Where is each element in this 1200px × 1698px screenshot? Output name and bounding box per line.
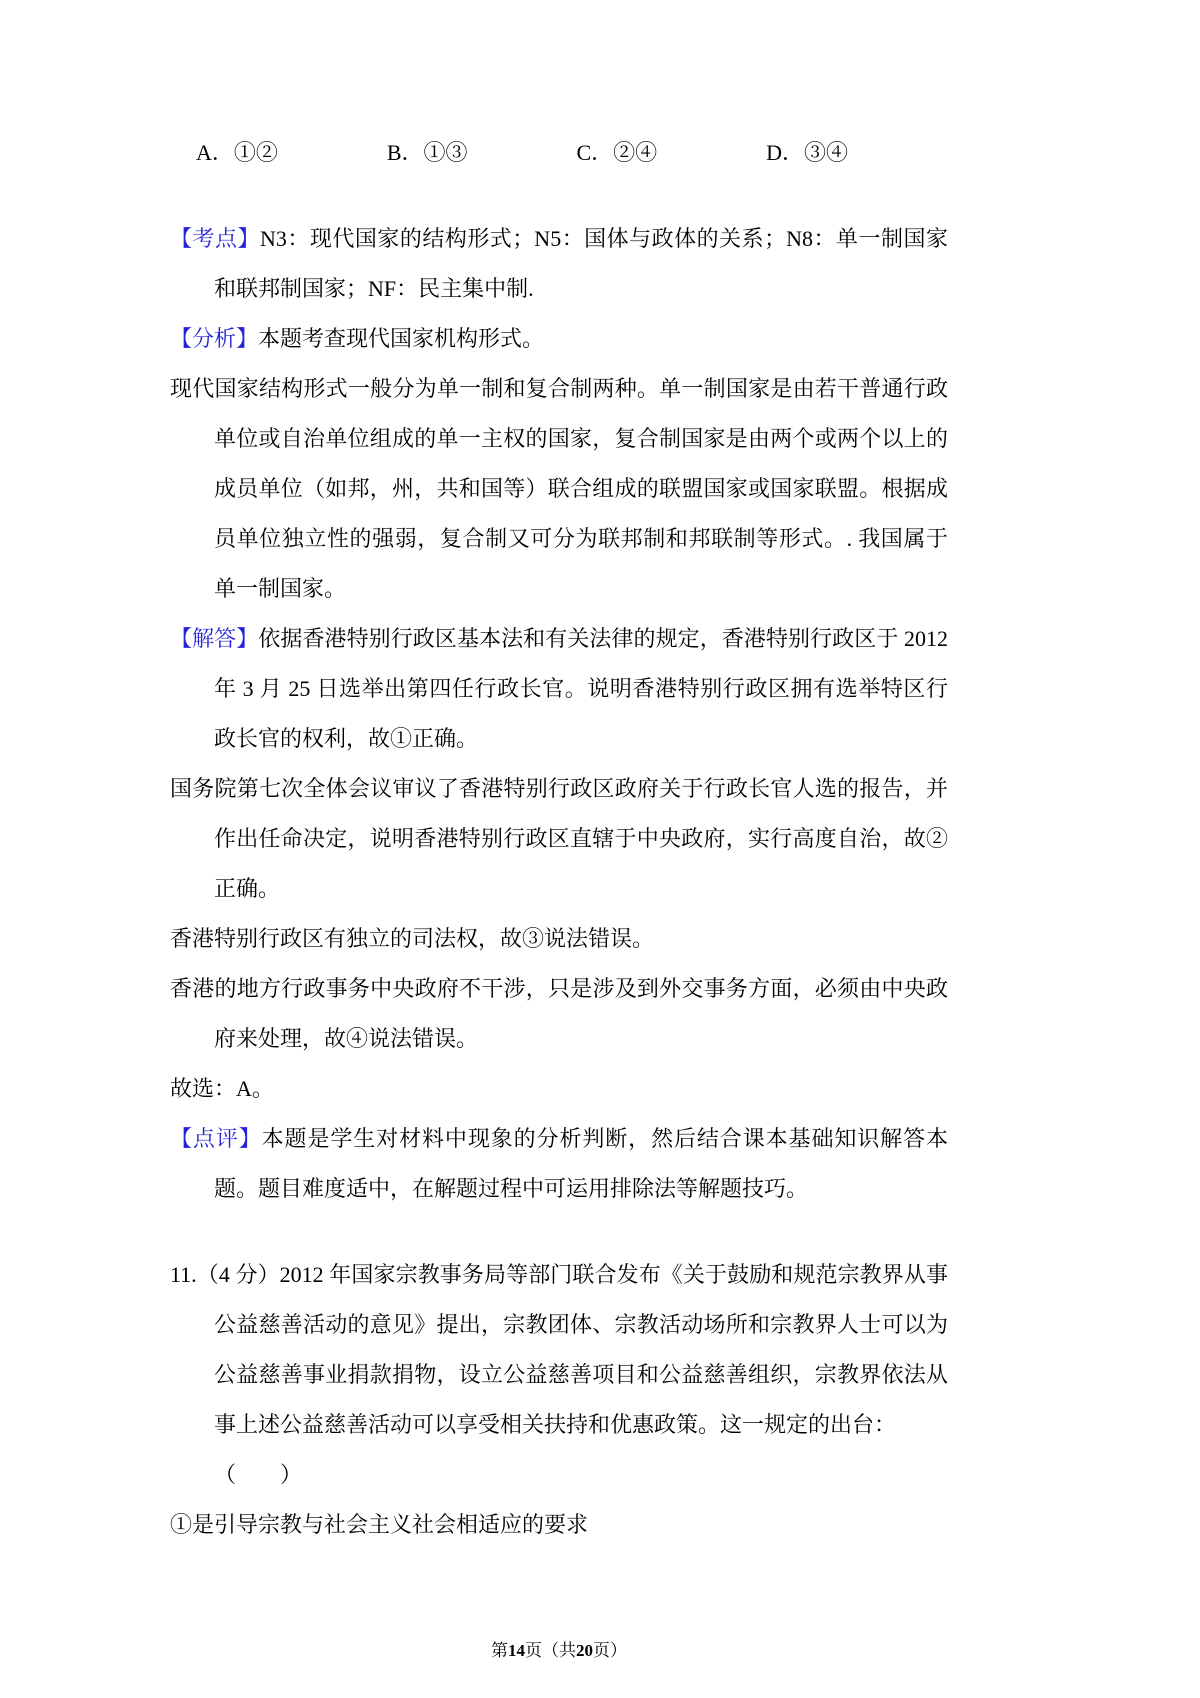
analysis-tag: 【分析】 [170, 326, 259, 351]
comment-text: 本题是学生对材料中现象的分析判断，然后结合课本基础知识解答本题。题目难度适中，在解题过程中可运用排除法等解题技巧。 [214, 1126, 948, 1201]
answer-conclusion: 故选：A。 [170, 1076, 274, 1101]
exam-point-text: N3：现代国家的结构形式；N5：国体与政体的关系；N8：单一制国家和联邦制国家；NF：民主集中制. [214, 226, 948, 301]
footer-total-pages: 20 [576, 1641, 593, 1660]
question-11-option-1: ①是引导宗教与社会主义社会相适应的要求 [170, 1512, 589, 1537]
footer-prefix: 第 [491, 1641, 508, 1660]
option-b: B．①③ [386, 140, 468, 165]
comment-paragraph [170, 1114, 948, 1214]
option-d: D．③④ [766, 140, 848, 165]
exam-point-paragraph [170, 214, 948, 314]
answer-paragraph-4: 香港的地方行政事务中央政府不干涉，只是涉及到外交事务方面，必须由中央政府来处理，故④说法错误。 [170, 976, 948, 1051]
analysis-paragraph [170, 314, 948, 364]
answer-paragraph-3: 香港特别行政区有独立的司法权，故③说法错误。 [170, 926, 655, 951]
exam-point-tag: 【考点】 [170, 226, 260, 251]
footer-middle: 页（共 [525, 1641, 576, 1660]
answer-options-row [170, 128, 948, 178]
question-11-paragraph: 11.（4 分）2012 年国家宗教事务局等部门联合发布《关于鼓励和规范宗教界从事公益慈善活动的意见》提出，宗教团体、宗教活动场所和宗教界人士可以为公益慈善事业捐款捐物，设立公益慈善项目和公益慈善组织，宗教界依法从事上述公益慈善活动可以享受相关扶持和优惠政策。这一规定的出台： [170, 1262, 948, 1437]
analysis-body-paragraph: 现代国家结构形式一般分为单一制和复合制两种。单一制国家是由若干普通行政单位或自治单位组成的单一主权的国家，复合制国家是由两个或两个以上的成员单位（如邦，州，共和国等）联合组成的联盟国家或国家联盟。根据成员单位独立性的强弱，复合制又可分为联邦制和邦联制等形式。. 我国属于单一制国家。 [170, 376, 948, 601]
comment-tag: 【点评】 [170, 1126, 262, 1151]
footer-page-number: 14 [508, 1641, 525, 1660]
document-content [170, 128, 948, 1550]
answer-text: 依据香港特别行政区基本法和有关法律的规定，香港特别行政区于 2012 年 3 月 25 日选举出第四任行政长官。说明香港特别行政区拥有选举特区行政长官的权利，故①正确。 [214, 626, 948, 751]
analysis-text: 本题考查现代国家机构形式。 [258, 326, 545, 351]
option-c: C．②④ [576, 140, 658, 165]
footer-suffix: 页） [593, 1641, 627, 1660]
question-11-answer-blank: （ ） [214, 1462, 303, 1487]
answer-paragraph [170, 614, 948, 764]
answer-tag: 【解答】 [170, 626, 259, 651]
page-footer [170, 1640, 948, 1662]
answer-paragraph-2: 国务院第七次全体会议审议了香港特别行政区政府关于行政长官人选的报告，并作出任命决定，说明香港特别行政区直辖于中央政府，实行高度自治，故②正确。 [170, 776, 948, 901]
option-a: A．①② [196, 140, 278, 165]
